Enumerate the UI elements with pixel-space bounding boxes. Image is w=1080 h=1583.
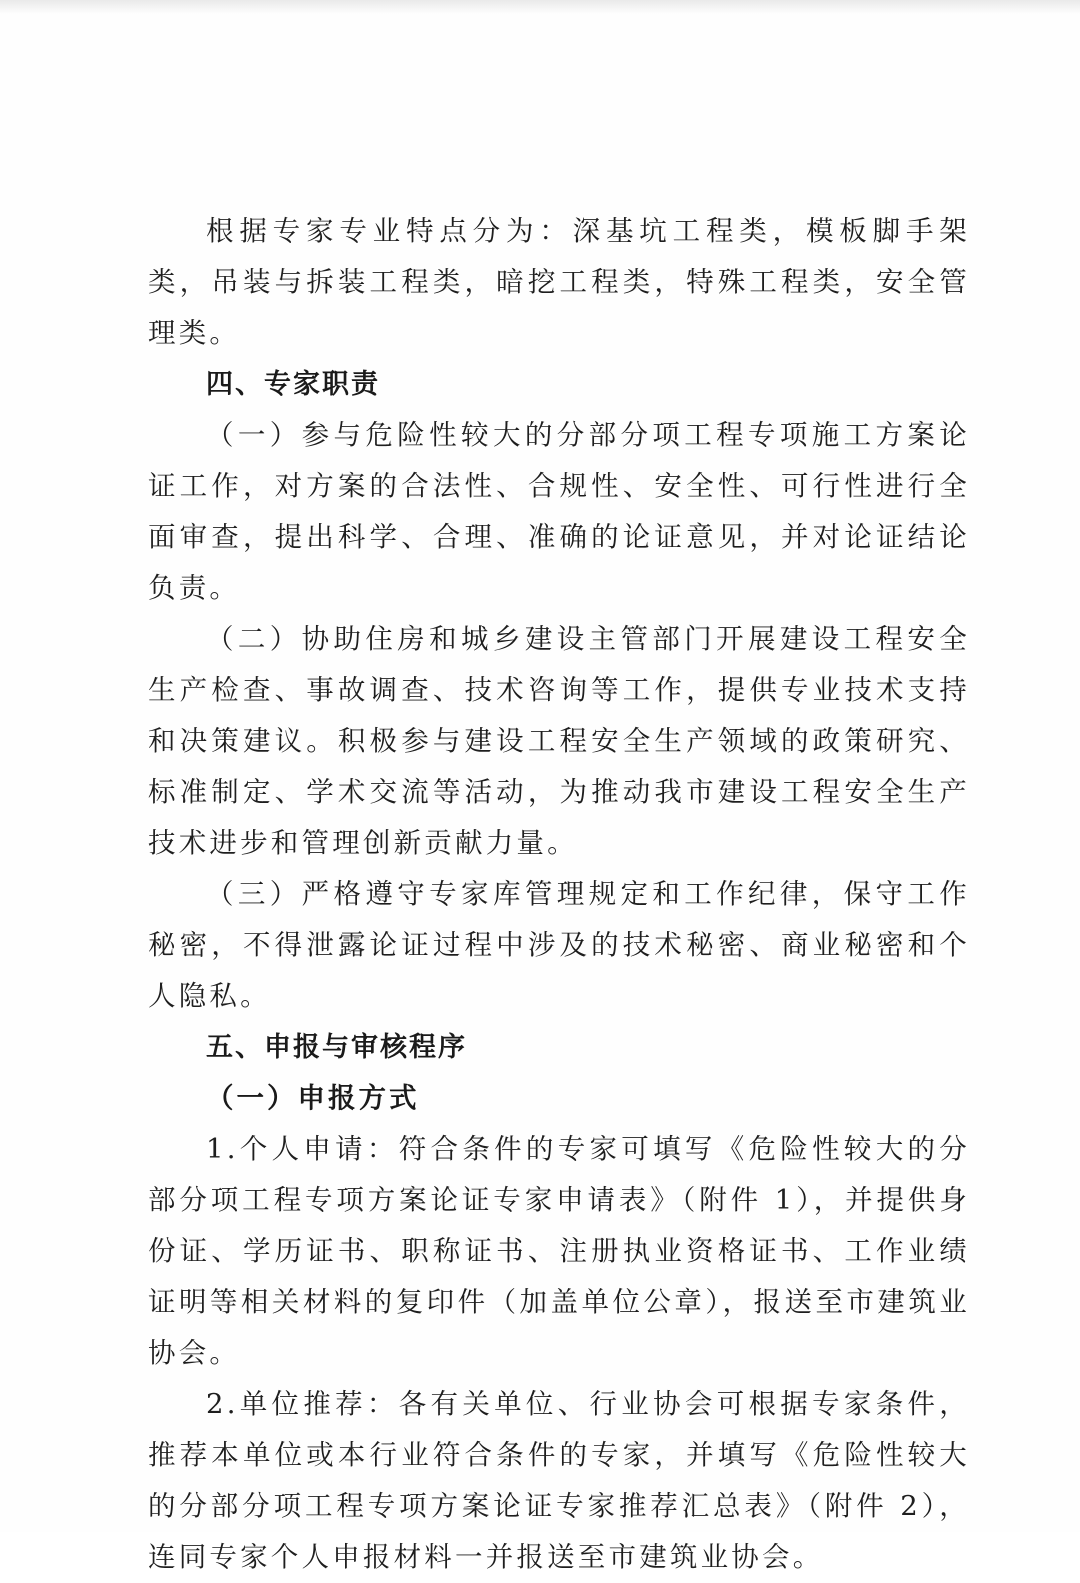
section-heading-procedure: 五、申报与审核程序	[206, 1032, 467, 1063]
paragraph-duty-1: （一）参与危险性较大的分部分项工程专项施工方案论证工作，对方案的合法性、合规性、安全性、可行性进行全面审查，提出科学、合理、准确的论证意见，并对论证结论负责。	[148, 419, 970, 604]
paragraph-expert-categories: 根据专家专业特点分为：深基坑工程类，模板脚手架类，吊装与拆装工程类，暗挖工程类，特殊工程类，安全管理类。	[148, 215, 970, 349]
paragraph-unit-recommendation: 2.单位推荐：各有关单位、行业协会可根据专家条件，推荐本单位或本行业符合条件的专家，并填写《危险性较大的分部分项工程专项方案论证专家推荐汇总表》（附件 2），连同专家个人申报材料一并报送至市建筑业协会。	[148, 1388, 970, 1573]
document-body	[148, 206, 970, 1583]
paragraph-duty-2: （二）协助住房和城乡建设主管部门开展建设工程安全生产检查、事故调查、技术咨询等工作，提供专业技术支持和决策建议。积极参与建设工程安全生产领域的政策研究、标准制定、学术交流等活动，为推动我市建设工程安全生产技术进步和管理创新贡献力量。	[148, 623, 970, 859]
section-heading-duties: 四、专家职责	[206, 369, 380, 400]
paragraph-duty-3: （三）严格遵守专家库管理规定和工作纪律，保守工作秘密，不得泄露论证过程中涉及的技术秘密、商业秘密和个人隐私。	[148, 878, 970, 1012]
subheading-application-method: （一）申报方式	[206, 1082, 420, 1114]
scan-edge	[0, 0, 1080, 14]
paragraph-individual-application: 1.个人申请：符合条件的专家可填写《危险性较大的分部分项工程专项方案论证专家申请表》（附件 1），并提供身份证、学历证书、职称证书、注册执业资格证书、工作业绩证明等相关材料的复印件（加盖单位公章），报送至市建筑业协会。	[148, 1133, 970, 1369]
